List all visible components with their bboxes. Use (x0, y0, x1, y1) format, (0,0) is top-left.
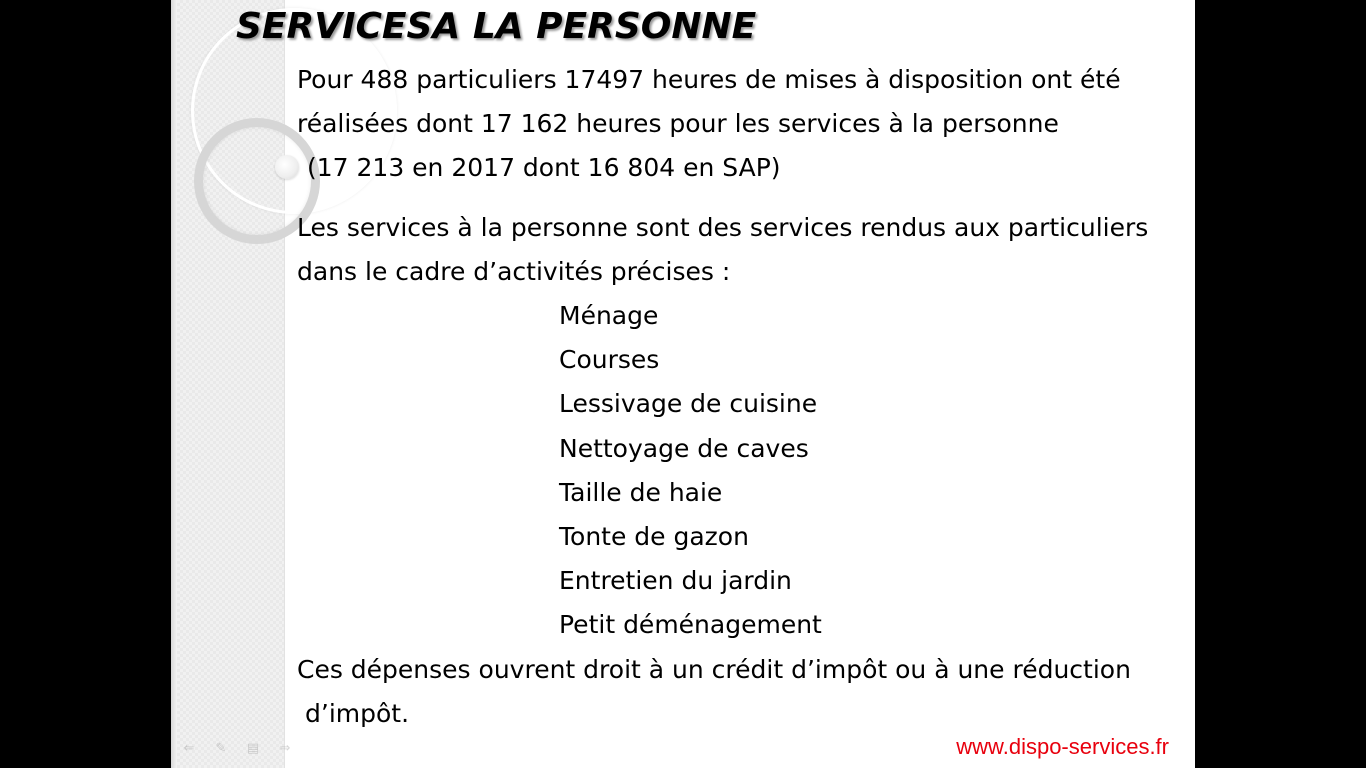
list-item: Tonte de gazon (559, 521, 749, 551)
pen-icon[interactable]: ✎ (215, 740, 227, 756)
decorative-dot (275, 155, 299, 179)
list-item: Ménage (559, 301, 659, 330)
arrow-right-icon[interactable]: ⇒ (279, 740, 291, 756)
list-item: Nettoyage de caves (559, 433, 809, 463)
paragraph3-line1: Ces dépenses ouvrent droit à un crédit d’impôt ou à une réduction (297, 654, 1131, 684)
list-item: Taille de haie (559, 477, 723, 507)
arrow-left-icon[interactable]: ⇐ (183, 740, 195, 756)
list-item: Petit déménagement (559, 610, 822, 640)
list-item: Entretien du jardin (559, 566, 792, 596)
paragraph1-line3: (17 213 en 2017 dont 16 804 en SAP) (307, 153, 781, 182)
menu-icon[interactable]: ▤ (246, 740, 260, 756)
activities-list (297, 296, 1177, 650)
paragraph-gap (297, 192, 1177, 208)
paragraph1-line1: Pour 488 particuliers 17497 heures de mises à disposition ont été (297, 65, 1121, 94)
website-link[interactable]: www.dispo-services.fr (956, 734, 1169, 759)
list-item: Lessivage de cuisine (559, 389, 818, 419)
paragraph2-line2: dans le cadre d’activités précises : (297, 257, 731, 286)
side-band-edge (171, 0, 177, 768)
slideshow-controls (177, 740, 297, 756)
list-item: Courses (559, 345, 660, 375)
slide[interactable] (171, 0, 1195, 768)
slide-body (297, 60, 1177, 738)
slide-title: SERVICESA LA PERSONNE (236, 6, 757, 47)
paragraph3-line2: d’impôt. (305, 698, 410, 728)
paragraph1-line2: réalisées dont 17 162 heures pour les services à la personne (297, 109, 1059, 138)
paragraph2-line1: Les services à la personne sont des services rendus aux particuliers (297, 213, 1149, 242)
